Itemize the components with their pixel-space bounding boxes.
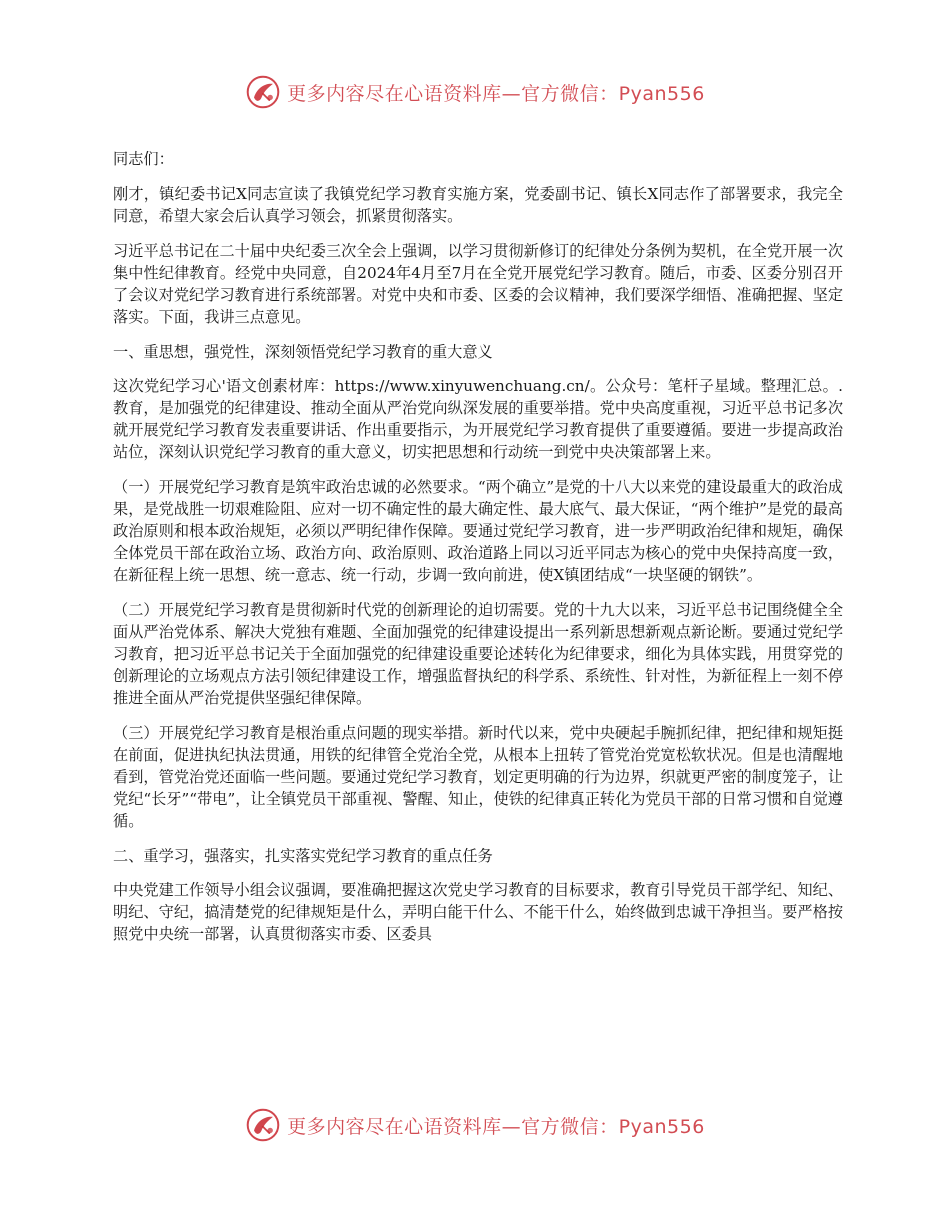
- document-body: [113, 148, 843, 958]
- header-watermark: [0, 70, 950, 114]
- paragraph-background: 习近平总书记在二十届中央纪委三次全会上强调，以学习贯彻新修订的纪律处分条例为契机，在全党开展一次集中性纪律教育。经党中央同意，自2024年4月至7月在全党开展党纪学习教育。随后，市委、区委分别召开了会议对党纪学习教育进行系统部署。对党中央和市委、区委的会议精神，我们要深学细悟、准确把握、坚定落实。下面，我讲三点意见。: [113, 242, 843, 326]
- footer-watermark: [0, 1103, 950, 1147]
- ink-brush-logo-icon: [245, 1107, 281, 1143]
- section-heading-2: 二、重学习，强落实，扎实落实党纪学习教育的重点任务: [113, 847, 493, 865]
- salutation: 同志们：: [113, 150, 174, 168]
- paragraph-intro: 刚才，镇纪委书记X同志宣读了我镇党纪学习教育实施方案，党委副书记、镇长X同志作了部署要求，我完全同意，希望大家会后认真学习领会，抓紧贯彻落实。: [113, 185, 843, 225]
- paragraph-tasks: 中央党建工作领导小组会议强调，要准确把握这次党史学习教育的目标要求，教育引导党员干部学纪、知纪、明纪、守纪，搞清楚党的纪律规矩是什么，弄明白能干什么、不能干什么，始终做到忠诚干净担当。要严格按照党中央统一部署，认真贯彻落实市委、区委具: [113, 881, 843, 943]
- section-heading-1: 一、重思想，强党性，深刻领悟党纪学习教育的重大意义: [113, 343, 493, 361]
- paragraph-point-1: （一）开展党纪学习教育是筑牢政治忠诚的必然要求。“两个确立”是党的十八大以来党的建设最重大的政治成果，是党战胜一切艰难险阻、应对一切不确定性的最大确定性、最大底气、最大保证，“两个维护”是党的最高政治原则和根本政治规矩，必须以严明纪律作保障。要通过党纪学习教育，进一步严明政治纪律和规矩，确保全体党员干部在政治立场、政治方向、政治原则、政治道路上同以习近平同志为核心的党中央保持高度一致，在新征程上统一思想、统一意志、统一行动，步调一致向前进，使X镇团结成“一块坚硬的钢铁”。: [113, 478, 843, 584]
- paragraph-point-3: （三）开展党纪学习教育是根治重点问题的现实举措。新时代以来，党中央硬起手腕抓纪律，把纪律和规矩挺在前面，促进执纪执法贯通，用铁的纪律管全党治全党，从根本上扭转了管党治党宽松软状况。但是也清醒地看到，管党治党还面临一些问题。要通过党纪学习教育，划定更明确的行为边界，织就更严密的制度笼子，让党纪“长牙”“带电”，让全镇党员干部重视、警醒、知止，使铁的纪律真正转化为党员干部的日常习惯和自觉遵循。: [113, 724, 843, 830]
- watermark-text: 更多内容尽在心语资料库—官方微信：Pyan556: [287, 1115, 705, 1138]
- paragraph-point-2: （二）开展党纪学习教育是贯彻新时代党的创新理论的迫切需要。党的十九大以来，习近平总书记围绕健全全面从严治党体系、解决大党独有难题、全面加强党的纪律建设提出一系列新思想新观点新论断。要通过党纪学习教育，把习近平总书记关于全面加强党的纪律建设重要论述转化为纪律要求，细化为具体实践，用贯穿党的创新理论的立场观点方法引领纪律建设工作，增强监督执纪的科学系、系统性、针对性，为新征程上一刻不停推进全面从严治党提供坚强纪律保障。: [113, 601, 843, 707]
- ink-brush-logo-icon: [245, 74, 281, 110]
- paragraph-significance: 这次党纪学习心'语文创素材库：https://www.xinyuwenchuang.cn/。公众号：笔杆子星域。整理汇总。.教育，是加强党的纪律建设、推动全面从严治党向纵深发展的重要举措。党中央高度重视，习近平总书记多次就开展党纪学习教育发表重要讲话、作出重要指示，为开展党纪学习教育提供了重要遵循。要进一步提高政治站位，深刻认识党纪学习教育的重大意义，切实把思想和行动统一到党中央决策部署上来。: [113, 377, 843, 461]
- watermark-text: 更多内容尽在心语资料库—官方微信：Pyan556: [287, 82, 705, 105]
